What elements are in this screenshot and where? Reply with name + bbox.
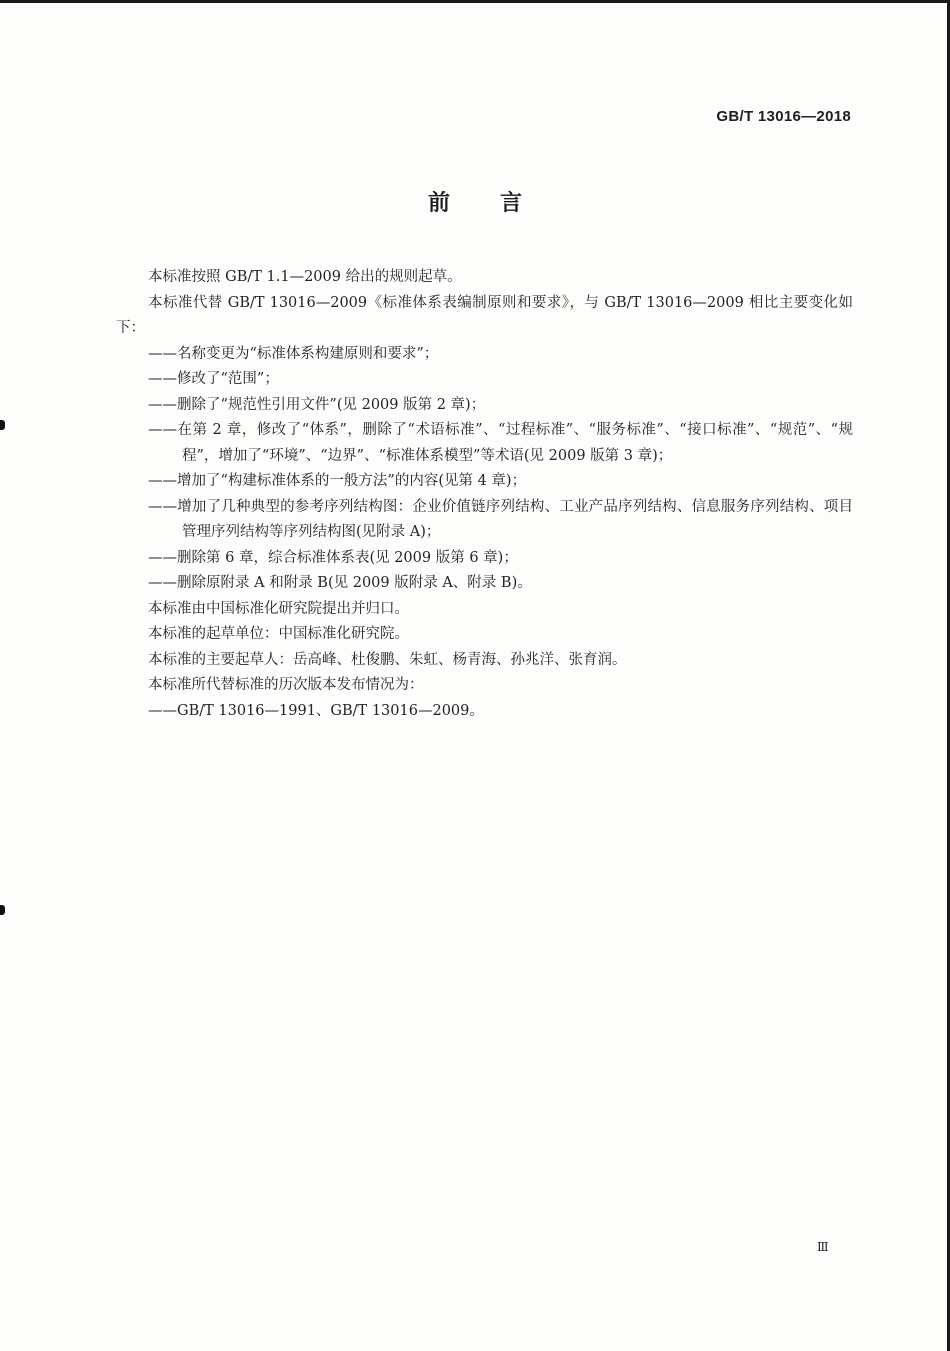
change-item: ——在第 2 章，修改了“体系”，删除了“术语标准”、“过程标准”、“服务标准”、“接口标准”、“规范”、“规程”，增加了“环境”、“边界”、“标准体系模型”等术语(见 2009 版第 3 章)；	[148, 422, 853, 464]
change-item: ——删除了“规范性引用文件”(见 2009 版第 2 章)；	[148, 396, 486, 413]
paragraph-drafters: 本标准的主要起草人：岳高峰、杜俊鹏、朱虹、杨青海、孙兆洋、张育润。	[148, 651, 627, 668]
paragraph-history: 本标准所代替标准的历次版本发布情况为：	[148, 677, 424, 693]
binding-hole-mark	[0, 420, 5, 430]
change-item: ——修改了“范围”；	[148, 371, 279, 387]
change-item: ——删除第 6 章，综合标准体系表(见 2009 版第 6 章)；	[148, 549, 518, 566]
change-item: ——增加了几种典型的参考序列结构图：企业价值链序列结构、工业产品序列结构、信息服务序列结构、项目管理序列结构等序列结构图(见附录 A)；	[148, 498, 853, 540]
paragraph-drafting-unit: 本标准的起草单位：中国标准化研究院。	[148, 626, 409, 642]
change-item: ——名称变更为“标准体系构建原则和要求”；	[148, 345, 439, 362]
change-item: ——增加了“构建标准体系的一般方法”的内容(见第 4 章)；	[148, 473, 527, 489]
paragraph-proposer: 本标准由中国标准化研究院提出并归口。	[148, 600, 409, 617]
paragraph-drafting-rules: 本标准按照 GB/T 1.1—2009 给出的规则起草。	[148, 269, 462, 285]
page-number: Ⅲ	[817, 1240, 829, 1254]
binding-hole-mark	[0, 905, 5, 915]
page-title: 前言	[427, 191, 572, 216]
scan-edge-top	[0, 0, 950, 3]
standard-code: GB/T 13016—2018	[716, 108, 851, 125]
foreword-body	[116, 265, 853, 724]
paragraph-replacement: 本标准代替 GB/T 13016—2009《标准体系表编制原则和要求》，与 GB/T 13016—2009 相比主要变化如下：	[116, 294, 853, 336]
history-item: ——GB/T 13016—1991、GB/T 13016—2009。	[148, 702, 484, 719]
change-item: ——删除原附录 A 和附录 B(见 2009 版附录 A、附录 B)。	[148, 575, 532, 591]
